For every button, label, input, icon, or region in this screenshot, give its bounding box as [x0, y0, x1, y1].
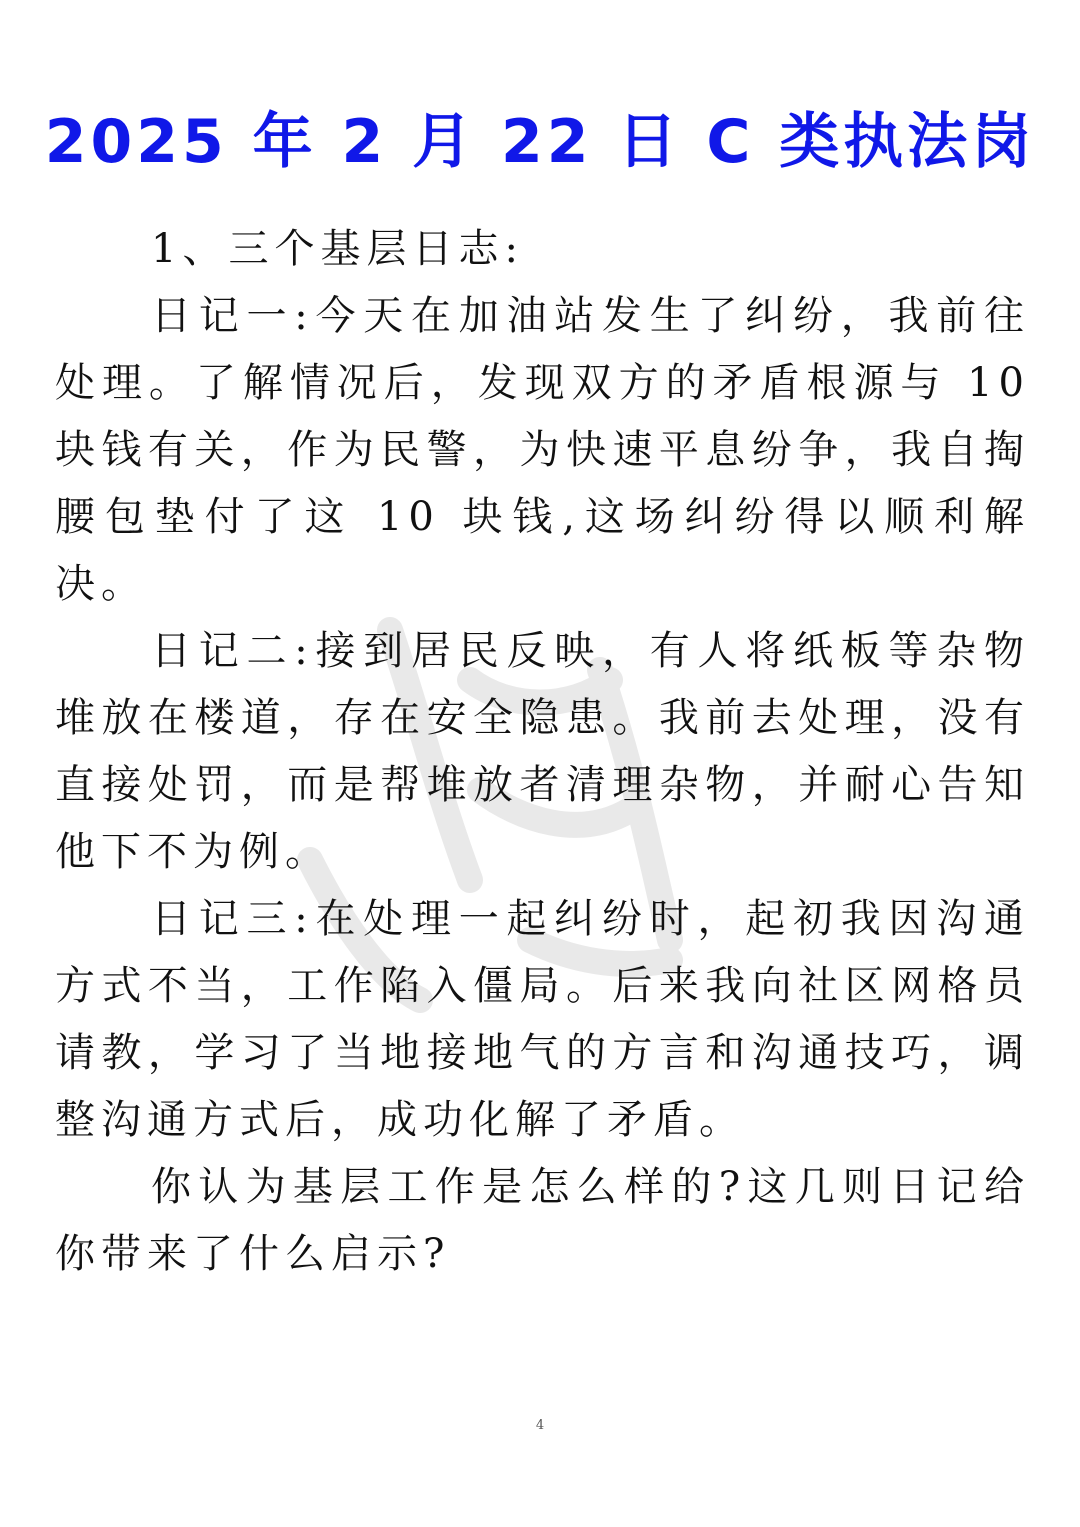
- document-body: [55, 216, 1030, 1288]
- diary-entry-three: 日记三:在处理一起纠纷时，起初我因沟通方式不当，工作陷入僵局。后来我向社区网格员请教，学习了当地接地气的方言和沟通技巧，调整沟通方式后，成功化解了矛盾。: [55, 896, 1030, 1143]
- page-number: 4: [535, 1418, 545, 1433]
- page-title: 2025 年 2 月 22 日 C 类执法岗: [44, 107, 1036, 177]
- diary-entry-one: 日记一:今天在加油站发生了纠纷，我前往处理。了解情况后，发现双方的矛盾根源与 10 块钱有关，作为民警，为快速平息纷争，我自掏腰包垫付了这 10 块钱,这场纠纷得以顺利解决。: [55, 293, 1030, 607]
- question-paragraph: 你认为基层工作是怎么样的?这几则日记给你带来了什么启示?: [55, 1164, 1030, 1277]
- section-heading: 1、三个基层日志:: [151, 226, 524, 272]
- diary-entry-two: 日记二:接到居民反映，有人将纸板等杂物堆放在楼道，存在安全隐患。我前去处理，没有直接处罚，而是帮堆放者清理杂物，并耐心告知他下不为例。: [55, 628, 1030, 875]
